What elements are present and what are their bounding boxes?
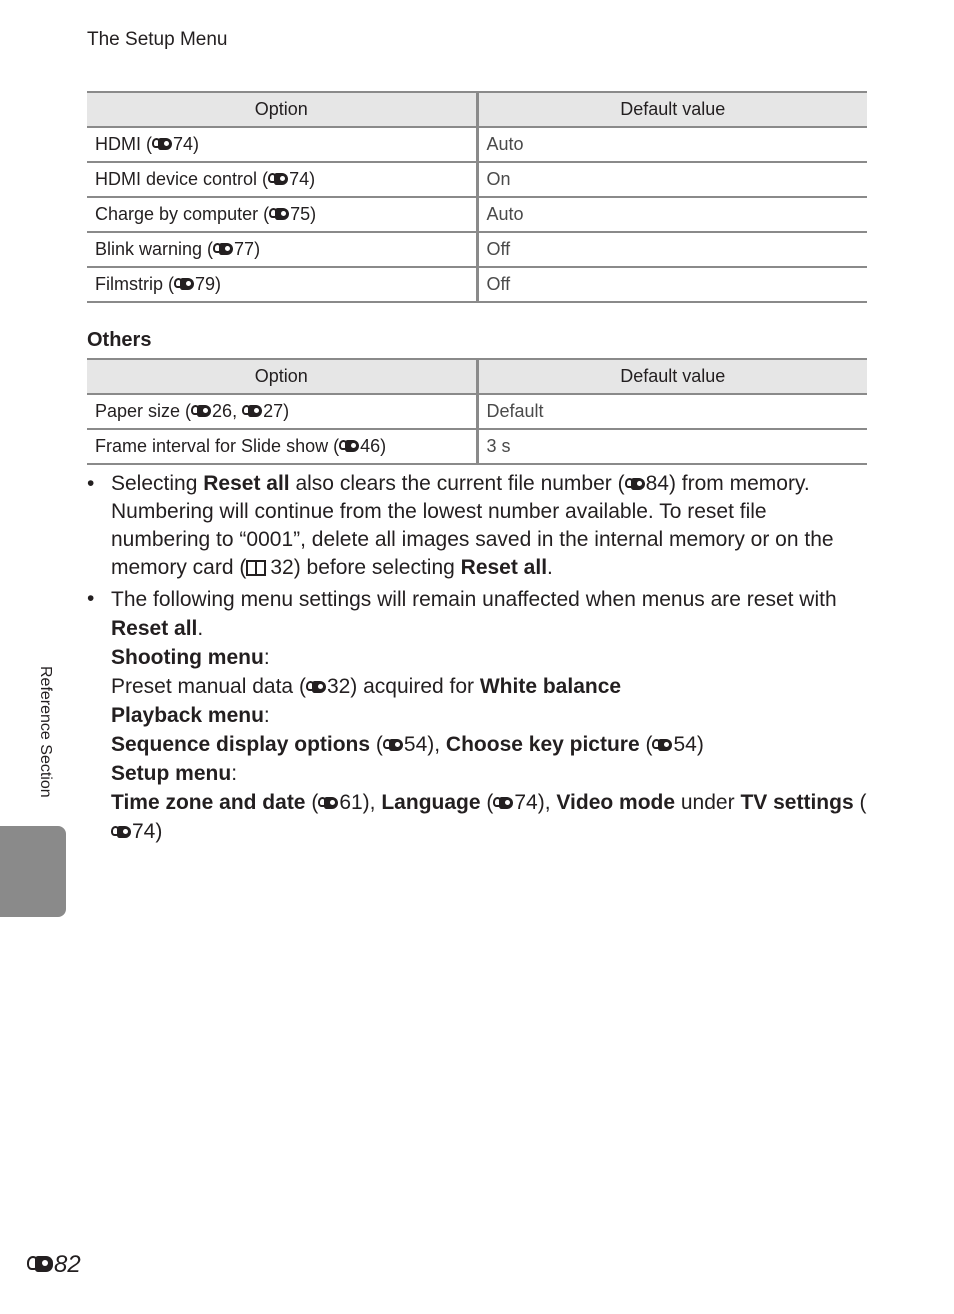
option-cell — [87, 429, 477, 464]
reference-section-icon — [493, 796, 513, 810]
playback-menu-label-line — [111, 701, 867, 730]
table-row — [87, 162, 867, 197]
reference-section-icon — [152, 137, 172, 151]
reference-section-icon — [213, 242, 233, 256]
option-text: Blink warning ( — [95, 239, 214, 259]
note-text: ( — [853, 791, 867, 814]
menu-option-name: TV settings — [740, 791, 854, 814]
note-text: 32) before selecting — [270, 556, 461, 579]
setup-defaults-table — [87, 91, 867, 303]
option-ref: 79) — [195, 274, 222, 294]
table-row — [87, 197, 867, 232]
reference-section-icon — [318, 796, 338, 810]
option-cell — [87, 197, 477, 232]
page-number-text: 82 — [54, 1251, 81, 1278]
note-text: Preset manual data ( — [111, 675, 306, 698]
reference-section-icon — [268, 172, 288, 186]
column-header-option: Option — [87, 359, 477, 394]
default-value-cell: On — [477, 162, 867, 197]
default-value-cell: Auto — [477, 197, 867, 232]
bullet: • — [87, 472, 95, 495]
notes-list — [87, 470, 867, 846]
book-icon — [246, 560, 266, 576]
menu-option-name: Language — [381, 791, 481, 814]
note-text: . — [547, 556, 553, 579]
option-cell — [87, 162, 477, 197]
option-ref: 77) — [234, 239, 261, 259]
table-row — [87, 127, 867, 162]
setup-menu-label-line — [111, 759, 867, 788]
menu-option-name: Reset all — [203, 472, 290, 495]
note-text: also clears the current file number ( — [289, 472, 625, 495]
note-text: 32) acquired for — [326, 675, 480, 698]
note-text: Selecting — [111, 472, 204, 495]
others-defaults-table — [87, 358, 867, 465]
table-row — [87, 394, 867, 429]
reference-section-icon — [191, 404, 211, 418]
option-text: HDMI ( — [95, 134, 152, 154]
shooting-menu-label-line — [111, 643, 867, 672]
option-cell — [87, 232, 477, 267]
note-text: ( — [639, 733, 653, 756]
menu-option-name: Time zone and date — [111, 791, 306, 814]
page-header-title: The Setup Menu — [87, 29, 228, 50]
menu-label: Shooting menu — [111, 646, 264, 669]
menu-label: Setup menu — [111, 762, 232, 785]
menu-option-name: White balance — [479, 675, 622, 698]
option-cell — [87, 267, 477, 302]
note-reset-all-file-number — [87, 470, 867, 582]
reference-section-icon — [111, 825, 131, 839]
option-ref: 75) — [290, 204, 317, 224]
table-row — [87, 429, 867, 464]
default-value-cell: 3 s — [477, 429, 867, 464]
playback-menu-line — [111, 730, 867, 759]
note-text: The following menu settings will remain unaffected when menus are reset with — [111, 588, 837, 611]
bullet: • — [87, 587, 95, 610]
note-text: ( — [305, 791, 319, 814]
note-text: 84) from memory. Numbering will continue from the lowest number available. To reset file numbering to “0001”, delete all images saved in the internal memory or on the memory card ( — [111, 472, 834, 579]
note-line — [111, 585, 867, 643]
menu-label: Playback menu — [111, 704, 264, 727]
table-row — [87, 267, 867, 302]
reference-section-icon — [625, 477, 645, 491]
option-text: HDMI device control ( — [95, 169, 269, 189]
others-heading: Others — [87, 329, 152, 351]
note-text: 74) — [132, 820, 163, 843]
option-ref: 74) — [173, 134, 200, 154]
reference-section-icon — [339, 439, 359, 453]
option-cell — [87, 127, 477, 162]
note-text: ( — [480, 791, 494, 814]
menu-option-name: Reset all — [111, 617, 198, 640]
note-text: . — [197, 617, 204, 640]
note-text: 54), — [403, 733, 446, 756]
default-value-cell: Off — [477, 232, 867, 267]
default-value-cell: Auto — [477, 127, 867, 162]
menu-option-name: Video mode — [556, 791, 676, 814]
reference-section-icon — [27, 1255, 53, 1273]
side-section-label: Reference Section — [37, 666, 54, 798]
table-row — [87, 232, 867, 267]
option-text: Paper size ( — [95, 401, 192, 421]
option-ref: 74) — [289, 169, 316, 189]
table-header-row — [87, 359, 867, 394]
menu-option-name: Reset all — [460, 556, 548, 579]
reference-section-icon — [383, 738, 403, 752]
note-unaffected-settings — [87, 585, 867, 846]
note-text: 61), — [339, 791, 382, 814]
section-thumb-tab — [0, 826, 66, 917]
column-header-default-value: Default value — [477, 92, 867, 127]
menu-option-name: Sequence display options — [111, 733, 371, 756]
note-text: ( — [370, 733, 383, 756]
option-text: Filmstrip ( — [95, 274, 174, 294]
setup-menu-line — [111, 788, 867, 846]
note-text: : — [263, 704, 270, 727]
default-value-cell: Off — [477, 267, 867, 302]
note-text: : — [263, 646, 270, 669]
reference-section-icon — [269, 207, 289, 221]
reference-section-icon — [652, 738, 672, 752]
default-value-cell: Default — [477, 394, 867, 429]
column-header-default-value: Default value — [477, 359, 867, 394]
option-ref: 27) — [263, 401, 290, 421]
reference-section-icon — [242, 404, 262, 418]
option-text: Charge by computer ( — [95, 204, 270, 224]
reference-section-icon — [306, 680, 326, 694]
note-text: 54) — [673, 733, 704, 756]
note-text: 74), — [514, 791, 557, 814]
note-text: under — [675, 791, 741, 814]
column-header-option: Option — [87, 92, 477, 127]
table-header-row — [87, 92, 867, 127]
option-ref: 26, — [212, 401, 243, 421]
note-text: : — [231, 762, 238, 785]
page-number — [27, 1249, 81, 1281]
option-text: Frame interval for Slide show ( — [95, 436, 340, 456]
menu-option-name: Choose key picture — [445, 733, 640, 756]
option-cell — [87, 394, 477, 429]
option-ref: 46) — [360, 436, 387, 456]
reference-section-icon — [174, 277, 194, 291]
shooting-menu-line — [111, 672, 867, 701]
